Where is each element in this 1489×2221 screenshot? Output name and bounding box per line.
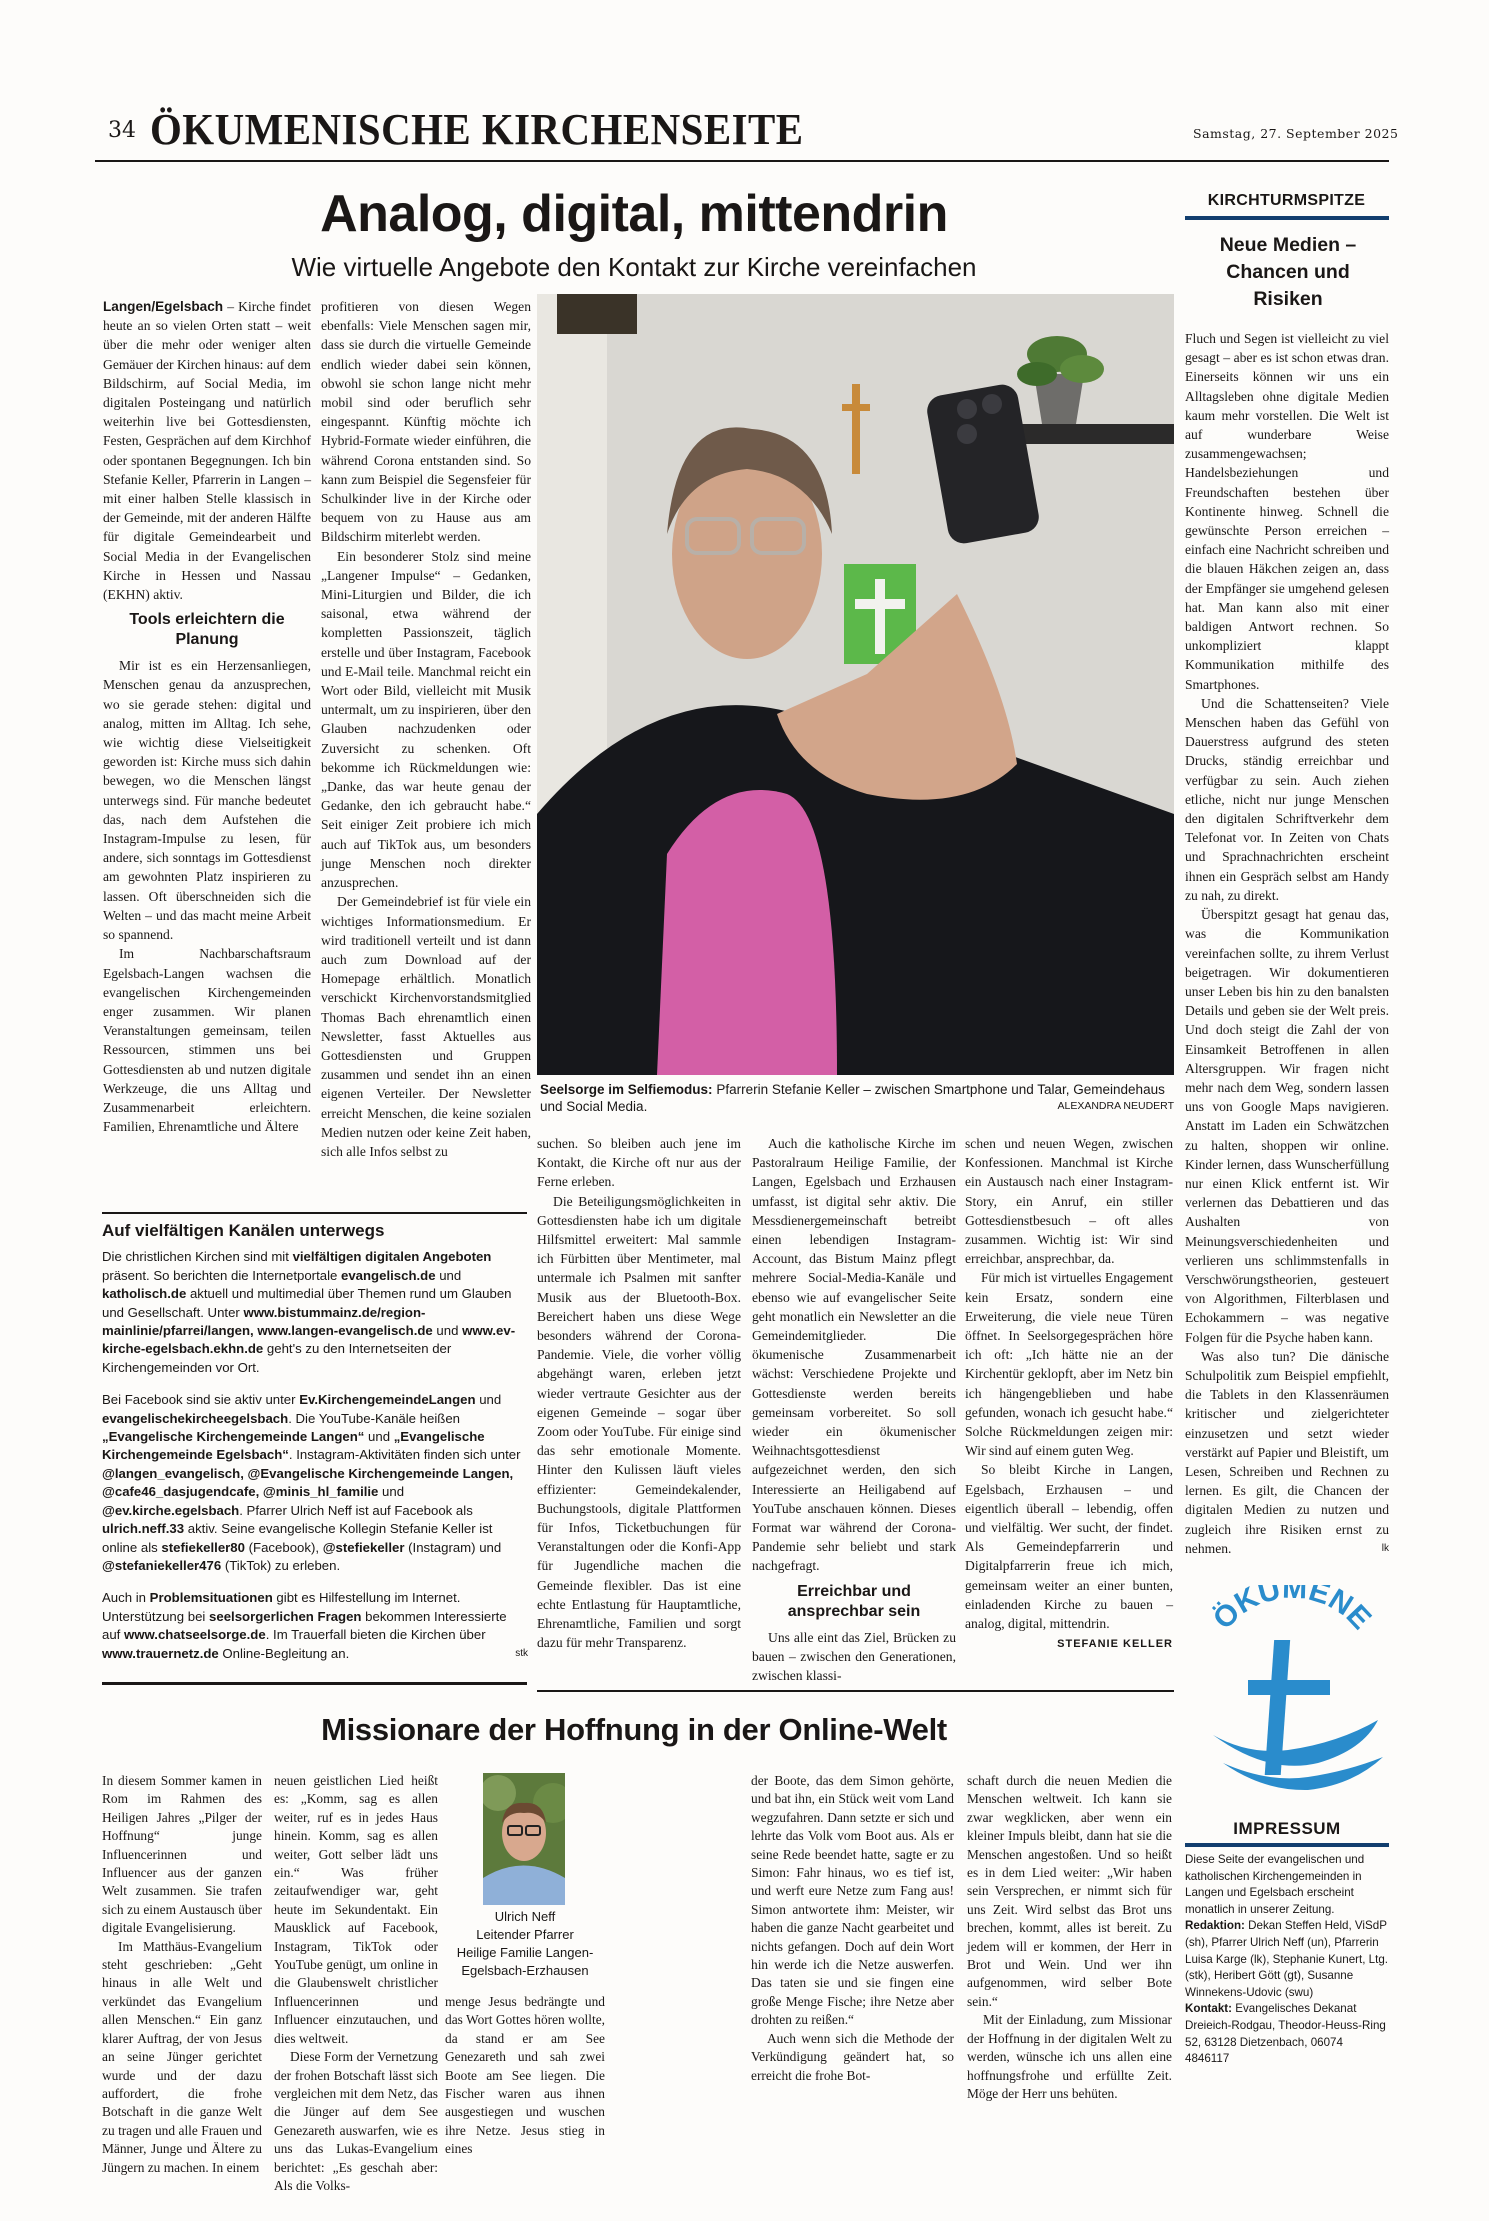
portrait-illustration	[483, 1773, 565, 1905]
paragraph: Die Beteiligungsmöglichkeiten in Gottesdiensten habe ich um digitale Hilfsmittel erweitert: Mal sammle ich Fürbitten über Mentimeter, mal untermale ich Psalmen mit sanfter Musik aus der Bluetooth-Box. Bereichert haben uns diese Wege besonders während der Corona-Pandemie. Viele, die vorher völlig abgehängt waren, erleben jetzt wieder vertraute Gesichter aus der eigenen Gemeinde – sogar über Zoom oder YouTube. Für einige sind das sehr emotionale Momente. Hinter den Kulissen läuft vieles effizienter: Gemeindekalender, Buchungstools, digitale Plattformen für Infos, Ticketbuchungen für Veranstaltungen oder die Konfi-App für Jugendliche machen die Gemeinde flexibler. Das ist eine echte Entlastung für Hauptamtliche, Ehrenamtliche, Familien und sorgt dazu für mehr Transparenz.	[537, 1193, 741, 1651]
info-paragraph: Auch in Problemsituationen gibt es Hilfestellung im Internet. Unterstützung bei seelsorgerlichen Fragen bekommen Interessierte auf www.chatseelsorge.de. Im Trauerfall bieten die Kirchen über www.trauernetz.de Online-Begleitung an. stk	[102, 1589, 528, 1663]
paragraph: So bleibt Kirche in Langen, Egelsbach, Erzhausen – und eigentlich überall – lebendig, offen und vielfältig. Wer sucht, der findet. Als Gemeindepfarrerin und Digitalpfarrerin freue ich mich, gemeinsam weiter an einer bunten, einladenden Kirche zu bauen – analog, digital, mittendrin.	[965, 1462, 1173, 1632]
paragraph: Im Nachbarschaftsraum Egelsbach-Langen wachsen die evangelischen Kirchengemeinden enger zusammen. Wir planen Veranstaltungen gemeinsam, teilen Ressourcen, stimmen uns bei Gottesdiensten ab und nutzen digitale Werkzeuge, die uns Alltag und Zusammenarbeit erleichtern. Familien, Ehrenamtliche und Ältere	[103, 946, 311, 1135]
sidebar-column	[1185, 329, 1389, 1558]
paragraph: suchen. So bleiben auch jene im Kontakt, die Kirche oft nur aus der Ferne erleben.	[537, 1136, 741, 1190]
sidebar-kicker-rule	[1185, 216, 1389, 220]
svg-text:ÖKUMENE	[1207, 1585, 1378, 1636]
sidebar-headline: Neue Medien – Chancen und Risiken	[1219, 234, 1357, 310]
paragraph: Ein besonderer Stolz sind meine „Langener Impulse“ – Gedanken, Mini-Liturgien und Bilder, die ich saisonal, etwa während der kompletten Passionszeit, täglich erstelle und über Instagram, Facebook und E-Mail teile. Manchmal reicht ein Wort oder Bild, vielleicht mit Musik untermalt, um zu inspirieren, über den Glauben nachzudenken oder Zuversicht zu schenken. Oft bekomme ich Rückmeldungen wie: „Danke, das war heute genau der Gedanke, den ich gebraucht habe.“ Seit einiger Zeit probiere ich mich auch auf TikTok aus, um besonders junge Menschen noch direkter anzusprechen.	[321, 548, 531, 891]
header-rule	[95, 160, 1389, 162]
info-box	[102, 1222, 528, 1663]
paragraph: schen und neuen Wegen, zwischen Konfessionen. Manchmal ist Kirche ein Austausch nach einer Instagram-Story, ein Anruf, ein stiller Gottesdienstbesuch – oft alles zusammen. Wichtig ist: Wir sind erreichbar, ansprechbar, da.	[965, 1136, 1173, 1267]
paragraph: Fluch und Segen ist vielleicht zu viel gesagt – aber es ist schon etwas dran. Einerseits können wir uns ein Alltagsleben ohne digitale Medien kaum mehr vorstellen. Die Welt ist auf wunderbare Weise zusammengewachsen; Handelsbeziehungen und Freundschaften bestehen über Kontinente hinweg. Schnell die gewünschte Person erreichen – einfach eine Nachricht schreiben und die blauen Häkchen zeigen an, dass der Empfänger sie umgehend gelesen hat. Man kann also mit einer baldigen Antwort rechnen. So unkompliziert klappt Kommunikation mithilfe des Smartphones.	[1185, 331, 1389, 692]
paragraph: Was also tun? Die dänische Schulpolitik zum Beispiel empfiehlt, die Tablets in den Klassenräumen kritischer und zielgerichteter einzusetzen und setzt wieder verstärkt auf Papier und Bleistift, um Lesen, Schreiben und Rechnen zu lernen. Es gilt, die Chancen der digitalen Medien zu nutzen und zugleich ihre Risiken ernst zu nehmen. lk	[1185, 1347, 1389, 1558]
caption-lead: Seelsorge im Selfiemodus:	[540, 1082, 713, 1097]
portrait-role: Leitender Pfarrer	[476, 1927, 574, 1942]
portrait-photo	[483, 1773, 565, 1905]
info-paragraph: Die christlichen Kirchen sind mit vielfältigen digitalen Angeboten präsent. So berichten die Internetportale evangelisch.de und katholisch.de aktuell und multimedial über Themen rund um Glauben und Gesellschaft. Unter www.bistummainz.de/region-mainlinie/pfarrei/langen, www.langen-evangelisch.de und www.ev-kirche-egelsbach.ekhn.de geht's zu den Internetseiten der Kirchengemeinden vor Ort.	[102, 1249, 516, 1375]
paragraph: Überspitzt gesagt hat genau das, was die Kommunikation vereinfachen sollte, zu ihrem Verlust beigetragen. Wir dokumentieren unser Leben bis hin zu den banalsten Details und geben sie der Welt preis. Und doch steigt die Zahl der von Einsamkeit Betroffenen in allen Altersgruppen. Wir fragen nicht mehr nach dem Weg, sondern lassen uns von Google Maps navigieren. Anstatt im Laden ein Schwätzchen zu halten, shoppen wir online. Kinder lernen, dass Wunscherfüllung nur einen Klick entfernt ist. Wir verlernen das Debattieren und das Aushalten von Meinungsverschiedenheiten und verlieren uns schlimmstenfalls in Verschwörungstheorien, gesteuert von Algorithmen, Filterblasen und Echokammern – was negative Folgen für die Psyche haben kann.	[1185, 907, 1389, 1345]
sidebar-author: lk	[1381, 1542, 1389, 1554]
second-column-3	[445, 1993, 605, 2159]
subheading: Erreichbar und ansprechbar sein	[787, 1582, 921, 1620]
paragraph: Und die Schattenseiten? Viele Menschen haben das Gefühl von Dauerstress aufgrund des steten Drucks, ständig erreichbar und verfügbar zu sein. Auch ziehen etliche, nicht nur junge Menschen den digitalen Schriftverkehr dem Telefonat vor. In Zeiten von Chats und Sprachnachrichten erscheint ihnen ein Gespräch selbst am Handy zu nah, zu direkt.	[1185, 695, 1389, 903]
article-column-3	[537, 1134, 741, 1652]
article-divider	[537, 1690, 1174, 1692]
impressum-text	[1185, 1852, 1389, 2068]
box-top-rule	[102, 1212, 527, 1214]
article-column-1	[103, 297, 311, 1136]
logo-text: ÖKUMENE	[1206, 1585, 1378, 1636]
photo-illustration	[537, 294, 1174, 1075]
section-title: ÖKUMENISCHE KIRCHENSEITE	[150, 105, 804, 154]
paragraph: Uns alle eint das Ziel, Brücken zu bauen – zwischen den Generationen, zwischen klassi-	[752, 1629, 956, 1684]
main-subheadline: Wie virtuelle Angebote den Kontakt zur Kirche vereinfachen	[291, 252, 977, 282]
impressum-title: IMPRESSUM	[1233, 1819, 1341, 1838]
paragraph: der Boote, das dem Simon gehörte, und bat ihn, ein Stück weit vom Land wegzufahren. Dann setzte er sich und lehrte das Volk vom Boot aus. Als er seine Rede beendet hatte, sagte er zu Simon: Fahr hinaus, wo es tief ist, und werft eure Netze zum Fang aus! Simon antwortete ihm: Meister, wir haben die ganze Nacht gearbeitet und nichts gefangen. Doch auf dein Wort hin werde ich die Netze auswerfen. Das taten sie und sie fingen eine große Menge Fische; ihre Netze aber drohten zu reißen.“	[751, 1773, 954, 2028]
paragraph: Der Gemeindebrief ist für viele ein wichtiges Informationsmedium. Er wird traditionell verteilt und ist dann auch zum Download auf der Homepage erhältlich. Monatlich verschickt Kirchenvorstandsmitglied Thomas Bach ehrenamtlich einen Newsletter, fasst Aktuelles aus Gottesdiensten und Gruppen zusammen und sendet ihn an einen eigenen Verteiler. Der Newsletter erreicht Menschen, die keine sozialen Medien nutzen oder keine Zeit haben, sich alle Infos selbst zu	[321, 894, 531, 1159]
paragraph: Diese Form der Vernetzung der frohen Botschaft lässt sich vergleichen mit dem Netz, das die Jünger auf dem See Genezareth auswarfen, wie es uns das Lukas-Evangelium berichtet: „Es geschah aber: Als die Volks-	[274, 2049, 438, 2193]
paragraph: Für mich ist virtuelles Engagement kein Ersatz, sondern eine Erweiterung, die viele neue Türen öffnet. In Seelsorgegesprächen höre ich oft: „Ich hätte nie an der Kirchentür geklopft, aber im Netz bin ich hängengeblieben und habe gefunden, wonach ich gesucht habe.“ Solche Rückmeldungen zeigen mir: Wir sind auf einem guten Weg.	[965, 1270, 1173, 1459]
paragraph: In diesem Sommer kamen in Rom im Rahmen des Heiligen Jahres „Pilger der Hoffnung“ junge Influencerinnen und Influencer aus der ganzen Welt zusammen. Sie trafen sich zu einem Austausch über digitale Evangelisierung.	[102, 1773, 262, 1936]
main-headline: Analog, digital, mittendrin	[320, 185, 948, 243]
second-column-2	[274, 1772, 438, 2195]
subheading: Tools erleichtern die Planung	[129, 611, 285, 649]
paragraph: Mit der Einladung, zum Missionar der Hoffnung in der digitalen Welt zu werden, wünsche ich uns allen eine hoffnungsfrohe und erfüllte Zeit. Möge der Herr uns behüten.	[967, 2012, 1172, 2101]
paragraph: Mir ist es ein Herzensanliegen, Menschen genau da anzusprechen, wo sie gerade stehen: digital und analog, mitten im Alltag. Ich sehe, wie wichtig diese Vielseitigkeit geworden ist: Kirche muss sich dahin bewegen, wo die Menschen längst unterwegs sind. Für manche bedeutet das, nach dem Aufstehen die Instagram-Impulse zu lesen, für andere, sich sonntags im Gottesdienst am gewohnten Platz inspirieren zu lassen. Oft überschneiden sich die Welten – und das macht meine Arbeit so spannend.	[103, 658, 311, 943]
second-column-5	[967, 1772, 1172, 2103]
oekumene-logo	[1188, 1585, 1388, 1795]
second-column-1	[102, 1772, 262, 2177]
paragraph: Auch die katholische Kirche im Pastoralraum Heilige Familie, der Langen, Egelsbach und Erzhausen umfasst, ist digital sehr aktiv. Die Messdienergemeinschaft betreibt einen lebendigen Instagram-Account, das Bistum Mainz pflegt mehrere Social-Media-Kanäle und ebenso wie auf evangelischer Seite geht monatlich ein Newsletter an die Gemeindemitglieder. Die ökumenische Zusammenarbeit wächst: Verschiedene Projekte und Gottesdienste werden bereits gemeinsam vorbereitet. So soll wieder ein ökumenischer Weihnachtsgottesdienst aufgezeichnet werden, den sich Interessierte an Heiligabend auf YouTube anschauen können. Dieses Format war während der Corona-Pandemie sehr beliebt und stark nachgefragt.	[752, 1136, 956, 1574]
article-column-4	[752, 1134, 956, 1685]
page-number: 34	[108, 118, 136, 143]
oekumene-logo-graphic	[1188, 1585, 1388, 1795]
redaktion-label: Redaktion:	[1185, 1919, 1245, 1933]
portrait-caption	[445, 1908, 605, 1980]
second-column-4	[751, 1772, 954, 2085]
paragraph: – Kirche findet heute an so vielen Orten statt – weit über die mehr oder weniger alten Gemäuer der Kirchen hinaus: auf dem Bildschirm, auf Social Media, im digitalen Posteingang und natürlich weiterhin live bei Gottesdiensten, Festen, Gesprächen auf dem Kirchhof oder spontanen Begegnungen. Ich bin Stefanie Keller, Pfarrerin in Langen – mit einer halben Stelle klassisch in der Gemeinde, mit der anderen Hälfte für digitale Gemeindearbeit und Social Media in der Evangelischen Kirche in Hessen und Nassau (EKHN) aktiv.	[103, 299, 311, 603]
caption-text: Pfarrerin Stefanie Keller – zwischen Smartphone und Talar, Gemeindehaus und Social Media.	[540, 1082, 1165, 1114]
kontakt-label: Kontakt:	[1185, 2002, 1233, 2016]
info-paragraph: Bei Facebook sind sie aktiv unter Ev.KirchengemeindeLangen und evangelischekircheegelsbach. Die YouTube-Kanäle heißen „Evangelische Kirchengemeinde Langen“ und „Evangelische Kirchengemeinde Egelsbach“. Instagram-Aktivitäten finden sich unter @langen_evangelisch, @Evangelische Kirchengemeinde Langen, @cafe46_dasjugendcafe, @minis_hl_familie und @ev.kirche.egelsbach. Pfarrer Ulrich Neff ist auf Facebook als ulrich.neff.33 aktiv. Seine evangelische Kollegin Stefanie Keller ist online als stefiekeller80 (Facebook), @stefiekeller (Instagram) und @stefaniekeller476 (TikTok) zu erleben.	[102, 1392, 521, 1573]
info-box-title: Auf vielfältigen Kanälen unterwegs	[102, 1221, 385, 1240]
paragraph: schaft durch die neuen Medien die Menschen weltweit. Ich kann sie zwar wegklicken, aber wenn ein kleiner Impuls bleibt, dann hat sie die Menschen angestoßen. Und so heißt es in dem Lied weiter: „Wir haben sein Versprechen, er nimmt sich für uns Zeit. Wird selbst das Brot uns brechen, kommt, alles ist bereit. Zu jedem will er kommen, der Herr in Brot und Wein. Und wer ihn aufgenommen, wird selber Bote sein.“	[967, 1773, 1172, 2009]
sidebar-kicker: KIRCHTURMSPITZE	[1207, 192, 1366, 209]
portrait-parish: Heilige Familie Langen-Egelsbach-Erzhausen	[456, 1945, 594, 1978]
redaktion-text: Dekan Steffen Held, ViSdP (sh), Pfarrer Ulrich Neff (un), Pfarrerin Luisa Karge (lk), Stephanie Kunert, Ltg. (stk), Heribert Gött (gt), Susanne Winnekens-Udovic (swu)	[1185, 1919, 1389, 1999]
kontakt-text: Evangelisches Dekanat Dreieich-Rodgau, Theodor-Heuss-Ring 52, 63128 Dietzenbach, 06074 4846117	[1185, 2002, 1386, 2066]
box-bottom-rule	[102, 1682, 527, 1685]
paragraph: neuen geistlichen Lied heißt es: „Komm, sag es allen weiter, ruf es in jedes Haus hinein. Komm, sag es allen weiter, Gott selber lädt uns ein.“ Was früher zeitaufwendiger war, geht heute im Sekundentakt. Ein Mausklick auf Facebook, Instagram, TikTok oder YouTube genügt, um online in die Glaubenswelt christlicher Influencerinnen und Influencer einzutauchen, und dies weltweit.	[274, 1773, 438, 2046]
info-box-author: stk	[515, 1647, 528, 1659]
portrait-name: Ulrich Neff	[494, 1909, 556, 1924]
second-headline: Missionare der Hoffnung in der Online-Welt	[321, 1712, 947, 1747]
article-column-5	[965, 1134, 1173, 1654]
impressum-intro: Diese Seite der evangelischen und katholischen Kirchengemeinden in Langen und Egelsbach erscheint monatlich in unserer Zeitung.	[1185, 1853, 1365, 1916]
paragraph: Im Matthäus-Evangelium steht geschrieben: „Geht hinaus in alle Welt und verkündet das Evangelium allen Menschen.“ Ein ganz klarer Auftrag, der von Jesus an seine Jünger gerichtet wurde und der dazu auffordert, die frohe Botschaft in die ganze Welt zu tragen und alle Frauen und Männer, Junge und Ältere zu Jüngern zu machen. In einem	[102, 1938, 262, 2175]
issue-date: Samstag, 27. September 2025	[1193, 126, 1399, 141]
paragraph: profitieren von diesen Wegen ebenfalls: Viele Menschen sagen mir, dass sie durch die virtuelle Gemeinde endlich wieder dabei sein können, obwohl sie schon lange nicht mehr mobil sind oder beruflich sehr eingespannt. Künftig möchte ich Hybrid-Formate wieder einführen, die während Corona entstanden sind. So kann zum Beispiel die Segensfeier für Schulkinder live in der Kirche oder bequem von zu Hause aus am Bildschirm miterlebt werden.	[321, 299, 531, 545]
paragraph: Auch wenn sich die Methode der Verkündigung geändert hat, so erreicht die frohe Bot-	[751, 2030, 954, 2083]
impressum-rule	[1185, 1843, 1389, 1847]
paragraph: menge Jesus bedrängte und das Wort Gottes hören wollte, da stand er am See Genezareth und sah zwei Boote am See liegen. Die Fischer waren aus ihnen ausgestiegen und wuschen ihre Netze. Jesus stieg in eines	[445, 1994, 605, 2157]
photo-credit: ALEXANDRA NEUDERT	[1057, 1100, 1174, 1112]
dateline: Langen/Egelsbach	[103, 299, 224, 314]
author-byline: STEFANIE KELLER	[1057, 1638, 1173, 1651]
selfie-photo	[537, 294, 1174, 1075]
article-column-2	[321, 297, 531, 1161]
